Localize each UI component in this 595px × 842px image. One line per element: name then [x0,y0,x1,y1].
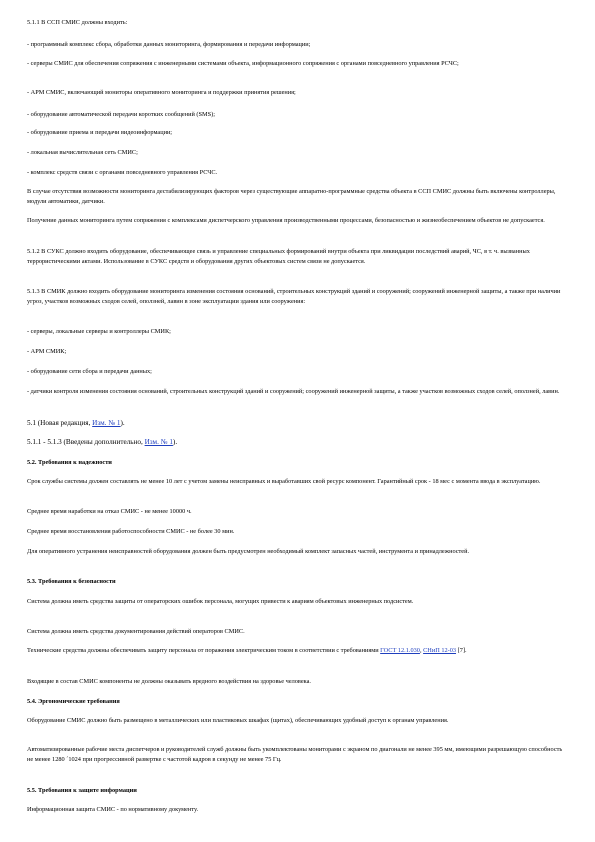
list-item: - АРМ СМИК; [27,348,67,355]
paragraph: Среднее время наработки на отказ СМИС - не менее 10000 ч. [27,508,192,515]
amendment-note [27,418,568,428]
section-heading: 5.4. Эргономические требования [27,698,120,705]
paragraph: Система должна иметь средства документирования действий операторов СМИС. [27,628,245,635]
amendment-text: 5.1.1 - 5.1.3 (Введены дополнительно, [27,438,145,446]
paragraph: Система должна иметь средства защиты от операторских ошибок персонала, могущих привести к авариям объектовых инженерных подсистем. [27,598,414,605]
paragraph: Автоматизированные рабочие места диспетчеров и руководителей служб должны быть укомплектованы мониторами с экраном по диагонали не менее 395 мм, имеющими разрешающую способность не менее 1280 ´1024 при прогрессивной развертке с частотой кадров в секунду не менее 75 Гц. [27,746,563,763]
list-item: - локальная вычислительная сеть СМИС; [27,149,138,156]
paragraph: Срок службы системы должен составлять не менее 10 лет с учетом замены неисправных и выработавших свой ресурс компонент. Гарантийный срок - 18 мес с момента ввода в эксплуатацию. [27,478,541,485]
list-item: - датчики контроля изменения состояния оснований, строительных конструкций зданий и сооружений; сооружений инженерной защиты, а также участков возможных сходов селей, оползней, лавин. [27,388,560,395]
paragraph [27,646,568,656]
separator: , [419,647,424,654]
paragraph: В случае отсутствия возможности мониторинга дестабилизирующих факторов через существующие аппаратно-программные средства объекта в ССП СМИС должны быть включены контроллеры, модули автоматики, датчики. [27,188,556,205]
list-item: - серверы СМИС для обеспечения сопряжения с инженерными системами объекта, информационного сопряжения с органами повседневного управления РСЧС; [27,60,459,67]
list-item: - программный комплекс сбора, обработки данных мониторинга, формирования и передачи информации; [27,41,311,48]
section-heading: 5.3. Требования к безопасности [27,578,116,585]
paragraph: Среднее время восстановления работоспособности СМИС - не более 30 мин. [27,528,235,535]
list-item: - серверы, локальные серверы и контроллеры СМИК; [27,328,171,335]
list-item: - комплекс средств связи с органами повседневного управления РСЧС. [27,169,218,176]
standard-link[interactable]: ГОСТ 12.1.030 [380,647,420,654]
amendment-end: ). [172,438,178,446]
paragraph: Информационная защита СМИС - по нормативному документу. [27,806,199,813]
list-item: - оборудование сети сбора и передачи данных; [27,368,152,375]
section-heading: 5.2. Требования к надежности [27,459,112,466]
list-item: - оборудование приема и передачи видеоинформации; [27,129,173,136]
paragraph: 5.1.1 В ССП СМИС должны входить: [27,19,128,26]
amendment-end: ). [120,419,125,427]
amendment-note [27,437,568,447]
paragraph: 5.1.3 В СМИК должно входить оборудование мониторинга изменения состояния оснований, строительных конструкций зданий и сооружений; сооружений инженерной защиты, а также при наличии угроз, участков возможных сходов селей, оползней, лавин в зоне эксплуатации здания или сооружения: [27,288,561,305]
paragraph-end: [7]. [456,647,467,654]
paragraph: Получение данных мониторинга путем сопряжения с комплексами диспетчерского управления производственными процессами, безопасностью и жизнеобеспечением объектов не допускается. [27,217,545,224]
amendment-link[interactable]: Изм. № 1 [92,419,121,427]
list-item: - оборудование автоматической передачи коротких сообщений (SMS); [27,111,215,118]
paragraph: Оборудование СМИС должно быть размещено в металлических или пластиковых шкафах (щитах), обеспечивающих удобный доступ к органам управления. [27,717,449,724]
standard-link[interactable]: СНиП 12-03 [423,647,457,654]
paragraph: Входящие в состав СМИС компоненты не должны оказывать вредного воздействия на здоровье человека. [27,678,311,685]
amendment-text: 5.1 (Новая редакция, [27,419,93,427]
paragraph: 5.1.2 В СУКС должно входить оборудование, обеспечивающее связь и управление специальных формирований внутри объекта при ликвидации последствий аварий, ЧС, в т. ч. вызванных террористическими актами. Использование в СУКС средств и оборудования других объектовых систем связи не допускается. [27,248,530,265]
paragraph-text: Технические средства должны обеспечивать защиту персонала от поражения электрическим током в соответствии с требованиями [27,647,381,654]
section-heading: 5.5. Требования к защите информации [27,787,137,794]
amendment-link[interactable]: Изм. № 1 [144,438,173,446]
paragraph: Для оперативного устранения неисправностей оборудования должен быть предусмотрен необходимый комплект запасных частей, инструмента и принадлежностей. [27,548,470,555]
list-item: - АРМ СМИС, включающий мониторы оперативного мониторинга и поддержки принятия решения; [27,89,296,96]
